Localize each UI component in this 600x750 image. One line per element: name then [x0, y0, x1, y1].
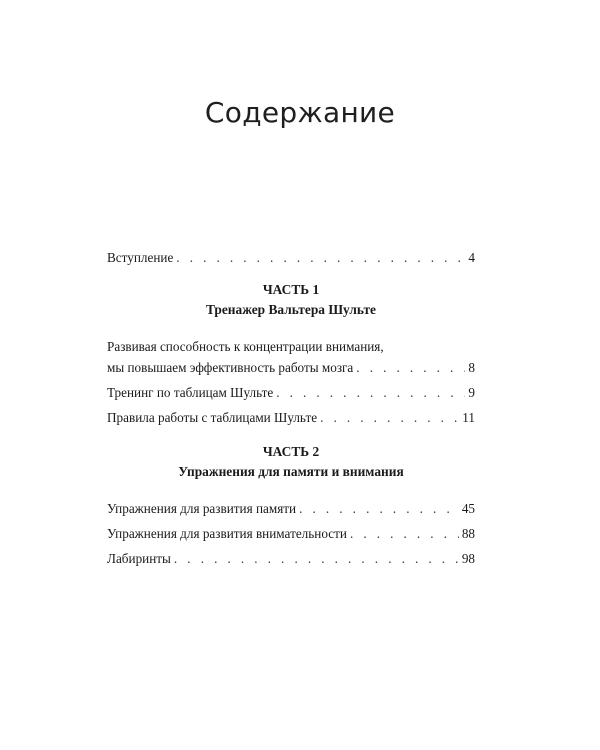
dot-leader	[174, 548, 459, 569]
toc-page-number: 8	[468, 360, 475, 375]
table-of-contents	[107, 247, 475, 569]
toc-entry-label-line1: Развивая способность к концентрации внимания,	[107, 339, 384, 354]
part-2-heading: ЧАСТЬ 2	[262, 444, 320, 459]
toc-entry-part2-1[interactable]	[107, 498, 475, 519]
toc-entry-part2-3[interactable]	[107, 548, 475, 569]
toc-entry-part1-1[interactable]	[107, 336, 475, 378]
toc-entry-label: Вступление	[107, 250, 174, 265]
toc-entry-label: мы повышаем эффективность работы мозга	[107, 360, 354, 375]
toc-page-number: 11	[462, 410, 475, 425]
toc-page-number: 45	[461, 501, 475, 516]
dot-leader	[276, 382, 465, 403]
part-1-heading: ЧАСТЬ 1	[262, 282, 320, 297]
toc-entry-part2-2[interactable]	[107, 523, 475, 544]
dot-leader	[356, 357, 465, 378]
toc-entry-label: Лабиринты	[107, 551, 171, 566]
toc-page-number: 98	[461, 551, 475, 566]
toc-page-number: 4	[468, 250, 475, 265]
part-2-title: Упражнения для памяти и внимания	[178, 464, 404, 479]
part-1-title: Тренажер Вальтера Шульте	[205, 302, 376, 317]
toc-entry-part1-3[interactable]	[107, 407, 475, 428]
toc-page-number: 88	[461, 526, 475, 541]
toc-entry-label: Правила работы с таблицами Шульте	[107, 410, 318, 425]
toc-entry-label: Упражнения для развития внимательности	[107, 526, 347, 541]
page-title: Содержание	[204, 96, 396, 129]
dot-leader	[299, 498, 459, 519]
toc-page-number: 9	[468, 385, 475, 400]
toc-entry-part1-2[interactable]	[107, 382, 475, 403]
toc-entry-intro[interactable]	[107, 247, 475, 268]
dot-leader	[320, 407, 459, 428]
toc-entry-label: Упражнения для развития памяти	[107, 501, 297, 516]
toc-entry-label: Тренинг по таблицам Шульте	[107, 385, 274, 400]
dot-leader	[350, 523, 459, 544]
dot-leader	[176, 247, 465, 268]
